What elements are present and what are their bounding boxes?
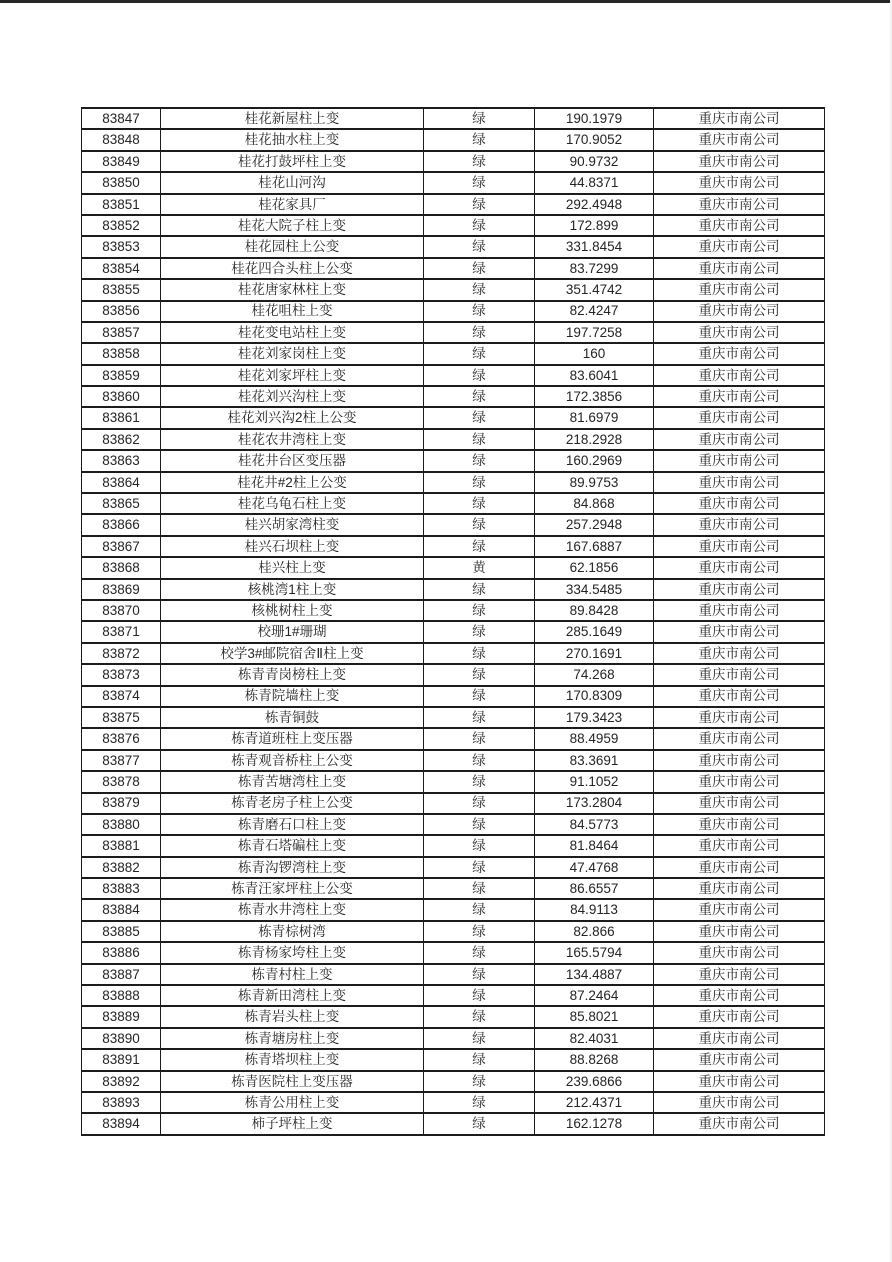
cell-id: 83853 [82,236,161,257]
cell-company: 重庆市南公司 [654,643,825,664]
cell-company: 重庆市南公司 [654,621,825,642]
table-row [82,322,825,343]
cell-id: 83865 [82,493,161,514]
cell-name: 栋青铜鼓 [161,707,424,728]
cell-company: 重庆市南公司 [654,579,825,600]
cell-status: 绿 [424,236,535,257]
table-row [82,514,825,535]
table-row [82,1006,825,1027]
cell-status: 绿 [424,279,535,300]
cell-id: 83860 [82,386,161,407]
cell-name: 桂花变电站柱上变 [161,322,424,343]
cell-company: 重庆市南公司 [654,236,825,257]
cell-value: 47.4768 [535,857,654,878]
cell-name: 桂花新屋柱上变 [161,108,424,129]
cell-status: 绿 [424,536,535,557]
cell-value: 257.2948 [535,514,654,535]
cell-id: 83891 [82,1049,161,1070]
table-row [82,279,825,300]
cell-status: 绿 [424,514,535,535]
cell-id: 83887 [82,964,161,985]
cell-status: 绿 [424,942,535,963]
cell-company: 重庆市南公司 [654,172,825,193]
cell-company: 重庆市南公司 [654,557,825,578]
cell-id: 83875 [82,707,161,728]
cell-value: 88.8268 [535,1049,654,1070]
cell-name: 桂兴胡家湾柱变 [161,514,424,535]
cell-name: 桂兴石坝柱上变 [161,536,424,557]
cell-company: 重庆市南公司 [654,664,825,685]
table-row [82,1092,825,1113]
cell-status: 绿 [424,643,535,664]
table-row [82,258,825,279]
cell-value: 81.6979 [535,407,654,428]
table-row [82,365,825,386]
table-row [82,942,825,963]
cell-company: 重庆市南公司 [654,1113,825,1134]
cell-name: 桂花刘家坪柱上变 [161,365,424,386]
cell-status: 绿 [424,857,535,878]
cell-name: 栋青医院柱上变压器 [161,1071,424,1092]
cell-id: 83893 [82,1092,161,1113]
cell-value: 172.899 [535,215,654,236]
cell-value: 292.4948 [535,194,654,215]
table-row [82,964,825,985]
table-row [82,1028,825,1049]
cell-value: 170.9052 [535,129,654,150]
cell-id: 83889 [82,1006,161,1027]
cell-name: 栋青道班柱上变压器 [161,728,424,749]
cell-status: 绿 [424,1071,535,1092]
cell-id: 83847 [82,108,161,129]
table-body [82,108,825,1135]
cell-value: 334.5485 [535,579,654,600]
cell-value: 85.8021 [535,1006,654,1027]
cell-company: 重庆市南公司 [654,536,825,557]
table-row [82,536,825,557]
transformer-record-table [81,107,825,1136]
cell-id: 83884 [82,899,161,920]
cell-company: 重庆市南公司 [654,942,825,963]
table-row [82,407,825,428]
table-row [82,985,825,1006]
table-row [82,707,825,728]
cell-status: 绿 [424,301,535,322]
page-top-edge [0,0,892,3]
cell-id: 83883 [82,878,161,899]
cell-id: 83871 [82,621,161,642]
cell-company: 重庆市南公司 [654,857,825,878]
cell-status: 绿 [424,621,535,642]
cell-status: 绿 [424,450,535,471]
cell-status: 绿 [424,899,535,920]
cell-value: 84.868 [535,493,654,514]
cell-value: 197.7258 [535,322,654,343]
cell-value: 44.8371 [535,172,654,193]
cell-name: 栋青青岗榜柱上变 [161,664,424,685]
cell-id: 83868 [82,557,161,578]
cell-id: 83856 [82,301,161,322]
cell-id: 83888 [82,985,161,1006]
table-row [82,835,825,856]
table-row [82,600,825,621]
cell-name: 栋青棕树湾 [161,921,424,942]
cell-status: 绿 [424,793,535,814]
cell-status: 绿 [424,921,535,942]
cell-status: 绿 [424,728,535,749]
table-row [82,1071,825,1092]
cell-value: 190.1979 [535,108,654,129]
cell-company: 重庆市南公司 [654,686,825,707]
cell-name: 栋青新田湾柱上变 [161,985,424,1006]
cell-id: 83857 [82,322,161,343]
cell-name: 桂花井#2柱上公变 [161,472,424,493]
cell-value: 331.8454 [535,236,654,257]
cell-id: 83881 [82,835,161,856]
cell-company: 重庆市南公司 [654,707,825,728]
cell-company: 重庆市南公司 [654,1071,825,1092]
cell-name: 栋青苦塘湾柱上变 [161,771,424,792]
table-row [82,643,825,664]
table-row [82,194,825,215]
cell-status: 绿 [424,814,535,835]
cell-name: 栋青磨石口柱上变 [161,814,424,835]
table-row [82,108,825,129]
cell-value: 83.6041 [535,365,654,386]
table-row [82,301,825,322]
cell-status: 绿 [424,771,535,792]
table-row [82,921,825,942]
cell-name: 桂花抽水柱上变 [161,129,424,150]
table-row [82,493,825,514]
cell-status: 绿 [424,365,535,386]
table-row [82,1113,825,1134]
cell-id: 83848 [82,129,161,150]
table-row [82,793,825,814]
table-row [82,386,825,407]
cell-status: 绿 [424,194,535,215]
table-row [82,236,825,257]
cell-company: 重庆市南公司 [654,365,825,386]
cell-value: 170.8309 [535,686,654,707]
cell-company: 重庆市南公司 [654,514,825,535]
cell-id: 83864 [82,472,161,493]
cell-company: 重庆市南公司 [654,258,825,279]
table-row [82,878,825,899]
cell-id: 83882 [82,857,161,878]
table-row [82,750,825,771]
cell-value: 89.9753 [535,472,654,493]
table-row [82,429,825,450]
cell-value: 82.4031 [535,1028,654,1049]
cell-id: 83862 [82,429,161,450]
table-row [82,557,825,578]
cell-company: 重庆市南公司 [654,215,825,236]
cell-status: 绿 [424,878,535,899]
cell-name: 校学3#邮院宿舍Ⅱ柱上变 [161,643,424,664]
cell-name: 桂花井台区变压器 [161,450,424,471]
cell-value: 89.8428 [535,600,654,621]
cell-name: 栋青老房子柱上公变 [161,793,424,814]
cell-value: 172.3856 [535,386,654,407]
cell-id: 83866 [82,514,161,535]
cell-status: 绿 [424,964,535,985]
table-row [82,579,825,600]
table-row [82,771,825,792]
cell-name: 桂花四合头柱上公变 [161,258,424,279]
cell-name: 桂花家具厂 [161,194,424,215]
cell-name: 核桃树柱上变 [161,600,424,621]
cell-company: 重庆市南公司 [654,1006,825,1027]
cell-name: 栋青村柱上变 [161,964,424,985]
table-row [82,728,825,749]
cell-name: 栋青沟锣湾柱上变 [161,857,424,878]
cell-id: 83886 [82,942,161,963]
cell-value: 165.5794 [535,942,654,963]
cell-id: 83869 [82,579,161,600]
cell-value: 162.1278 [535,1113,654,1134]
table-row [82,172,825,193]
cell-id: 83872 [82,643,161,664]
cell-value: 270.1691 [535,643,654,664]
cell-value: 173.2804 [535,793,654,814]
cell-name: 栋青水井湾柱上变 [161,899,424,920]
cell-name: 桂花园柱上公变 [161,236,424,257]
cell-company: 重庆市南公司 [654,600,825,621]
cell-company: 重庆市南公司 [654,835,825,856]
cell-status: 绿 [424,1028,535,1049]
cell-value: 285.1649 [535,621,654,642]
cell-company: 重庆市南公司 [654,750,825,771]
table-row [82,857,825,878]
cell-id: 83870 [82,600,161,621]
cell-name: 桂兴柱上变 [161,557,424,578]
cell-status: 绿 [424,322,535,343]
cell-id: 83878 [82,771,161,792]
cell-id: 83892 [82,1071,161,1092]
cell-company: 重庆市南公司 [654,386,825,407]
cell-value: 239.6866 [535,1071,654,1092]
cell-company: 重庆市南公司 [654,151,825,172]
cell-value: 86.6557 [535,878,654,899]
cell-company: 重庆市南公司 [654,301,825,322]
table-row [82,472,825,493]
cell-status: 绿 [424,750,535,771]
cell-id: 83877 [82,750,161,771]
table-row [82,686,825,707]
cell-name: 栋青汪家坪柱上公变 [161,878,424,899]
cell-name: 桂花农井湾柱上变 [161,429,424,450]
cell-company: 重庆市南公司 [654,814,825,835]
cell-company: 重庆市南公司 [654,450,825,471]
cell-value: 87.2464 [535,985,654,1006]
cell-status: 绿 [424,151,535,172]
cell-name: 核桃湾1柱上变 [161,579,424,600]
cell-status: 绿 [424,407,535,428]
cell-name: 桂花大院子柱上变 [161,215,424,236]
cell-name: 桂花乌龟石柱上变 [161,493,424,514]
cell-status: 绿 [424,579,535,600]
cell-value: 83.7299 [535,258,654,279]
cell-status: 绿 [424,108,535,129]
cell-status: 绿 [424,429,535,450]
cell-status: 绿 [424,343,535,364]
cell-value: 88.4959 [535,728,654,749]
cell-name: 桂花咀柱上变 [161,301,424,322]
cell-status: 绿 [424,835,535,856]
cell-value: 160.2969 [535,450,654,471]
cell-company: 重庆市南公司 [654,793,825,814]
cell-company: 重庆市南公司 [654,129,825,150]
cell-id: 83894 [82,1113,161,1134]
cell-id: 83849 [82,151,161,172]
table-row [82,664,825,685]
cell-id: 83858 [82,343,161,364]
cell-status: 绿 [424,1113,535,1134]
cell-name: 栋青塔坝柱上变 [161,1049,424,1070]
cell-value: 81.8464 [535,835,654,856]
cell-name: 栋青院墙柱上变 [161,686,424,707]
table-row [82,151,825,172]
cell-status: 绿 [424,172,535,193]
cell-company: 重庆市南公司 [654,279,825,300]
cell-company: 重庆市南公司 [654,985,825,1006]
table-row [82,814,825,835]
cell-value: 82.4247 [535,301,654,322]
cell-value: 212.4371 [535,1092,654,1113]
cell-status: 绿 [424,472,535,493]
table-row [82,621,825,642]
cell-id: 83873 [82,664,161,685]
cell-id: 83852 [82,215,161,236]
cell-value: 218.2928 [535,429,654,450]
cell-status: 绿 [424,386,535,407]
cell-status: 绿 [424,707,535,728]
cell-status: 绿 [424,664,535,685]
cell-value: 74.268 [535,664,654,685]
table-row [82,899,825,920]
cell-id: 83861 [82,407,161,428]
cell-id: 83851 [82,194,161,215]
cell-company: 重庆市南公司 [654,1028,825,1049]
cell-company: 重庆市南公司 [654,1049,825,1070]
cell-value: 91.1052 [535,771,654,792]
cell-name: 栋青塘房柱上变 [161,1028,424,1049]
cell-name: 柿子坪柱上变 [161,1113,424,1134]
cell-name: 栋青岩头柱上变 [161,1006,424,1027]
cell-id: 83880 [82,814,161,835]
cell-id: 83867 [82,536,161,557]
cell-company: 重庆市南公司 [654,771,825,792]
cell-id: 83879 [82,793,161,814]
cell-id: 83885 [82,921,161,942]
cell-company: 重庆市南公司 [654,1092,825,1113]
cell-id: 83874 [82,686,161,707]
cell-name: 桂花刘兴沟2柱上公变 [161,407,424,428]
cell-value: 62.1856 [535,557,654,578]
cell-company: 重庆市南公司 [654,493,825,514]
cell-company: 重庆市南公司 [654,322,825,343]
cell-status: 绿 [424,985,535,1006]
table-row [82,215,825,236]
cell-id: 83854 [82,258,161,279]
cell-status: 黄 [424,557,535,578]
cell-value: 179.3423 [535,707,654,728]
cell-status: 绿 [424,493,535,514]
cell-id: 83890 [82,1028,161,1049]
cell-name: 校珊1#珊瑚 [161,621,424,642]
cell-name: 栋青石塔碥柱上变 [161,835,424,856]
cell-status: 绿 [424,600,535,621]
cell-name: 栋青杨家垮柱上变 [161,942,424,963]
cell-status: 绿 [424,129,535,150]
cell-value: 167.6887 [535,536,654,557]
cell-value: 84.9113 [535,899,654,920]
cell-company: 重庆市南公司 [654,921,825,942]
table-row [82,1049,825,1070]
cell-value: 83.3691 [535,750,654,771]
cell-company: 重庆市南公司 [654,878,825,899]
cell-status: 绿 [424,1049,535,1070]
cell-value: 134.4887 [535,964,654,985]
cell-id: 83859 [82,365,161,386]
cell-value: 82.866 [535,921,654,942]
cell-value: 351.4742 [535,279,654,300]
cell-status: 绿 [424,686,535,707]
cell-value: 90.9732 [535,151,654,172]
cell-company: 重庆市南公司 [654,343,825,364]
table-row [82,450,825,471]
cell-value: 84.5773 [535,814,654,835]
cell-id: 83855 [82,279,161,300]
cell-id: 83876 [82,728,161,749]
cell-company: 重庆市南公司 [654,429,825,450]
document-table-container [81,107,825,1136]
cell-company: 重庆市南公司 [654,899,825,920]
cell-company: 重庆市南公司 [654,407,825,428]
cell-name: 桂花打鼓坪柱上变 [161,151,424,172]
cell-company: 重庆市南公司 [654,108,825,129]
cell-value: 160 [535,343,654,364]
cell-company: 重庆市南公司 [654,728,825,749]
table-row [82,129,825,150]
cell-company: 重庆市南公司 [654,964,825,985]
table-row [82,343,825,364]
cell-company: 重庆市南公司 [654,472,825,493]
cell-name: 栋青公用柱上变 [161,1092,424,1113]
cell-name: 桂花刘家岗柱上变 [161,343,424,364]
cell-company: 重庆市南公司 [654,194,825,215]
cell-name: 桂花唐家林柱上变 [161,279,424,300]
cell-name: 桂花山河沟 [161,172,424,193]
cell-status: 绿 [424,1006,535,1027]
cell-id: 83863 [82,450,161,471]
cell-id: 83850 [82,172,161,193]
cell-name: 桂花刘兴沟柱上变 [161,386,424,407]
cell-status: 绿 [424,258,535,279]
cell-status: 绿 [424,215,535,236]
cell-name: 栋青观音桥柱上公变 [161,750,424,771]
cell-status: 绿 [424,1092,535,1113]
